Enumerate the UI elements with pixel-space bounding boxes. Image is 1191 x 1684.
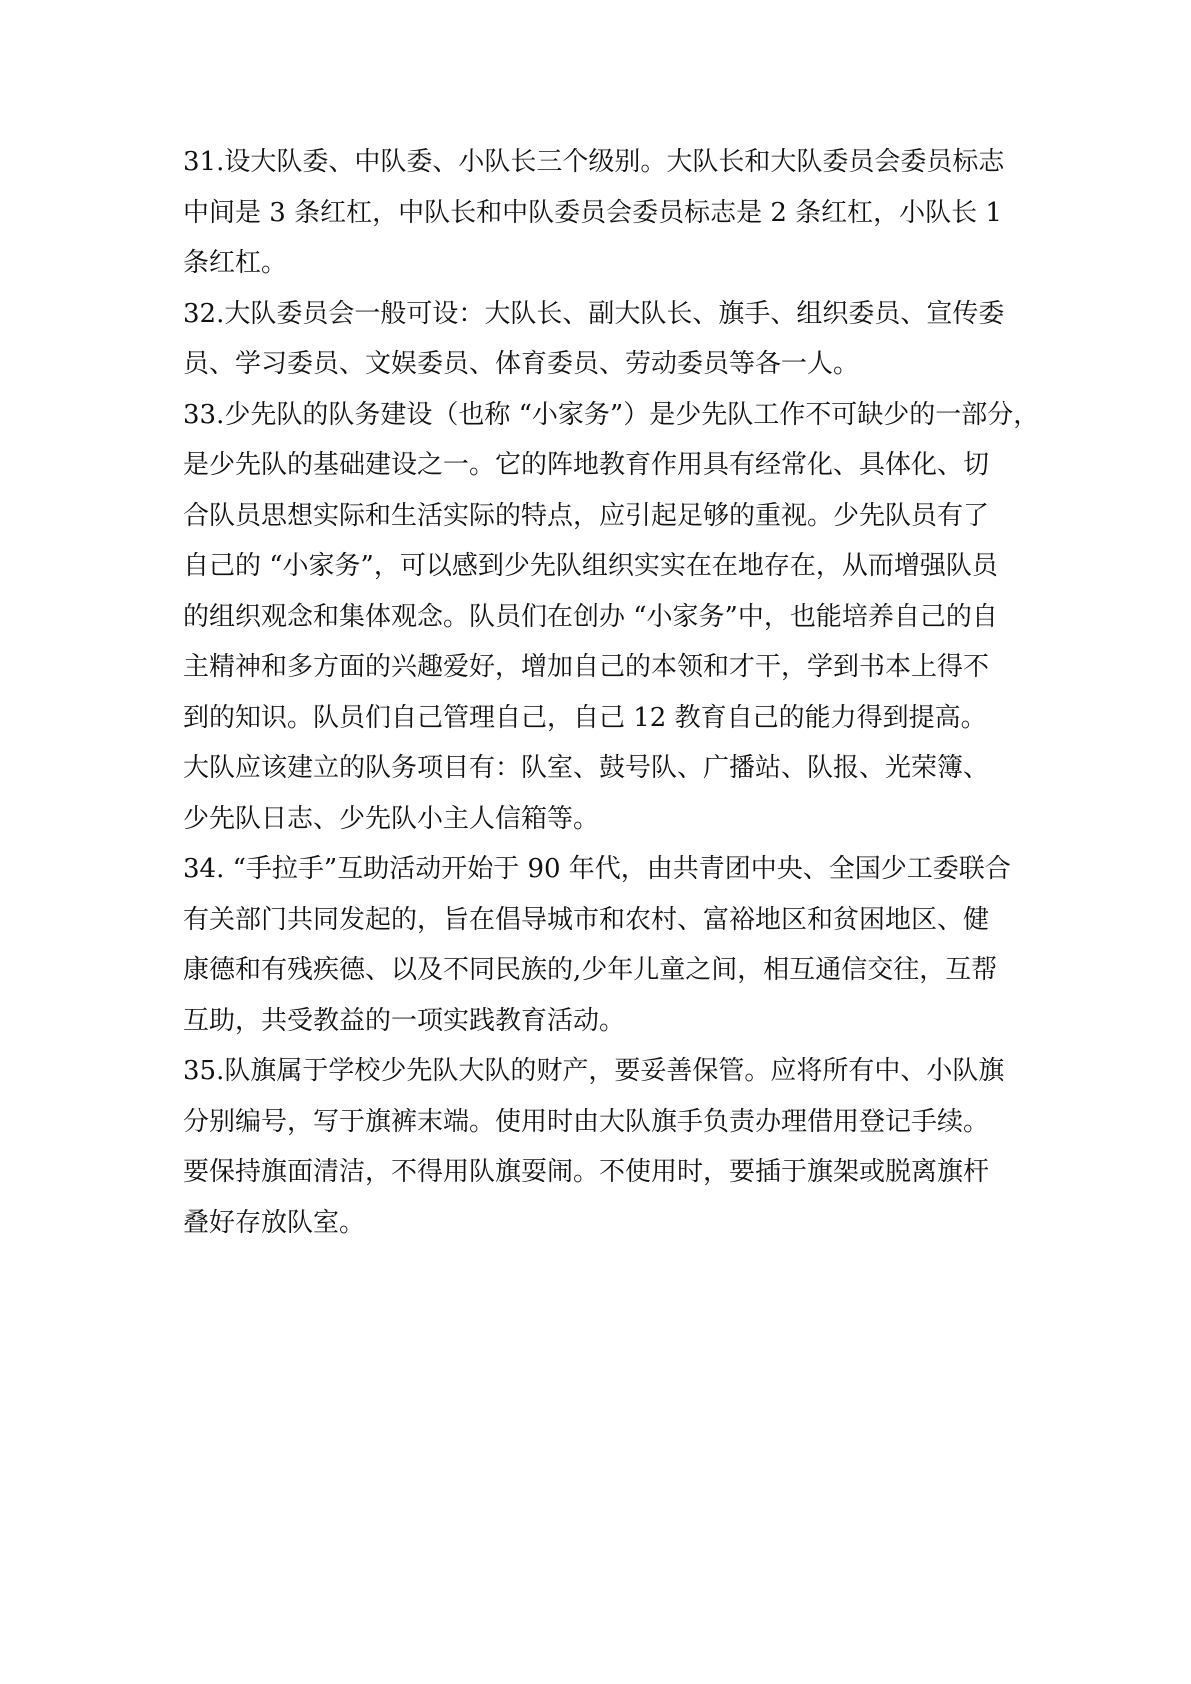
text-line: 分别编号，写于旗裤末端。使用时由大队旗手负责办理借用登记手续。 [183,1107,990,1137]
text-line: 有关部门共同发起的，旨在倡导城市和农村、富裕地区和贫困地区、健 [183,905,990,935]
text-line: 互助，共受教益的一项实践教育活动。 [183,1006,626,1036]
text-line: 自己的 “小家务”，可以感到少先队组织实实在在地存在，从而增强队员 [183,551,998,581]
text-line: 要保持旗面清洁，不得用队旗耍闹。不使用时，要插于旗架或脱离旗杆 [183,1157,990,1187]
text-line: 中间是 3 条红杠，中队长和中队委员会委员标志是 2 条红杠，小队长 1 [183,198,1002,228]
text-line: 34. “手拉手”互助活动开始于 90 年代，由共青团中央、全国少工委联合 [183,854,1011,884]
text-line: 是少先队的基础建设之一。它的阵地教育作用具有经常化、具体化、切 [183,450,990,480]
text-line: 到的知识。队员们自己管理自己，自己 12 教育自己的能力得到提高。 [183,703,987,733]
text-line: 主精神和多方面的兴趣爱好，增加自己的本领和才干，学到书本上得不 [183,652,990,682]
text-line: 33.少先队的队务建设（也称 “小家务”）是少先队工作不可缺少的一部分， [183,400,1040,430]
text-line: 康德和有残疾德、以及不同民族的,少年儿童之间，相互通信交往，互帮 [183,955,998,985]
text-line: 叠好存放队室。 [183,1208,366,1238]
text-line: 条红杠。 [183,248,288,278]
document-body [183,137,1040,1248]
text-line: 合队员思想实际和生活实际的特点，应引起足够的重视。少先队员有了 [183,501,990,531]
text-line: 少先队日志、少先队小主人信箱等。 [183,804,600,834]
text-line: 大队应该建立的队务项目有：队室、鼓号队、广播站、队报、光荣簿、 [183,753,990,783]
text-line: 32.大队委员会一般可设：大队长、副大队长、旗手、组织委员、宣传委 [183,299,1005,329]
text-line: 31.设大队委、中队委、小队长三个级别。大队长和大队委员会委员标志 [183,147,1005,177]
text-line: 员、学习委员、文娱委员、体育委员、劳动委员等各一人。 [183,349,860,379]
text-line: 的组织观念和集体观念。队员们在创办 “小家务”中，也能培养自己的自 [183,602,998,632]
text-line: 35.队旗属于学校少先队大队的财产，要妥善保管。应将所有中、小队旗 [183,1056,1005,1086]
